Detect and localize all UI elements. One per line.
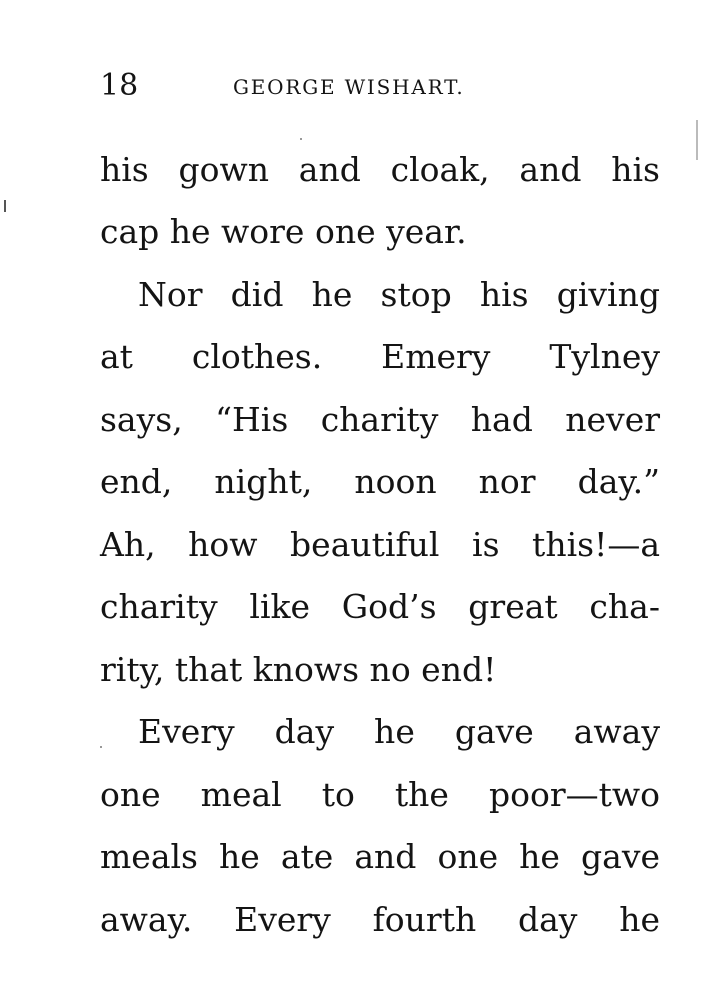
scan-edge-mark xyxy=(696,120,698,160)
text-line: his gown and cloak, and his xyxy=(100,150,660,189)
text-line: cap he wore one year. xyxy=(100,212,467,251)
scan-speck xyxy=(4,200,6,212)
text-line: Ah, how beautiful is this!—a xyxy=(100,525,660,564)
text-line: at clothes. Emery Tylney xyxy=(100,337,660,376)
page-number: 18 xyxy=(100,68,139,103)
scan-speck xyxy=(300,138,302,140)
scan-speck xyxy=(100,746,102,748)
text-line: one meal to the poor—two xyxy=(100,775,660,814)
text-line: rity, that knows no end! xyxy=(100,650,497,689)
text-line: charity like God’s great cha- xyxy=(100,587,660,626)
running-head: GEORGE WISHART. xyxy=(233,75,465,99)
text-line: Nor did he stop his giving xyxy=(138,275,660,314)
text-line: says, “His charity had never xyxy=(100,400,660,439)
text-line: end, night, noon nor day.” xyxy=(100,462,660,501)
text-line: away. Every fourth day he xyxy=(100,900,660,939)
text-line: Every day he gave away xyxy=(138,712,660,751)
text-line: meals he ate and one he gave xyxy=(100,837,660,876)
